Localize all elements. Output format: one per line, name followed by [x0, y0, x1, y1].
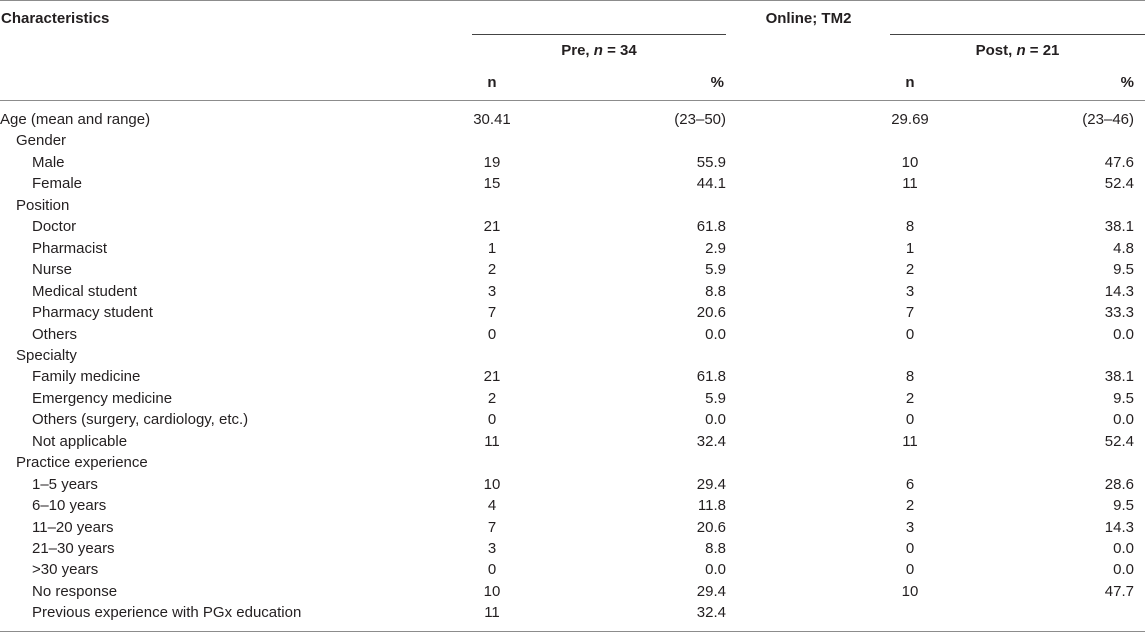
pre-pct-value: 61.8: [696, 368, 726, 386]
row-label: 21–30 years: [32, 540, 115, 557]
table-row: [0, 368, 1145, 389]
pre-pct-value: 0.0: [705, 325, 726, 343]
post-n-value: 3: [905, 282, 915, 300]
post-pct-value: 52.4: [1104, 432, 1134, 450]
post-pct-value: 0.0: [1113, 325, 1134, 343]
post-n-value: 2: [905, 261, 915, 279]
table-row: [0, 197, 1145, 218]
post-n-value: 11: [902, 432, 918, 450]
row-label: Family medicine: [32, 368, 141, 386]
post-n-value: 2: [905, 389, 915, 407]
post-pct-value: 14.3: [1104, 282, 1134, 300]
table-row: [0, 326, 1145, 347]
post-pct-value: 0.0: [1113, 411, 1134, 429]
pre-n-value: 11: [484, 604, 500, 622]
table-row: [0, 154, 1145, 175]
row-label: Pharmacist: [32, 239, 108, 257]
row-label: Nurse: [32, 261, 73, 279]
pre-n-value: 2: [487, 261, 497, 279]
pre-n-value: 0: [487, 561, 497, 579]
row-label: No response: [32, 582, 118, 600]
header-group: Online; TM2: [765, 10, 852, 27]
post-pct-value: 9.5: [1113, 389, 1134, 407]
post-n-value: 10: [901, 582, 919, 600]
row-label: Not applicable: [32, 432, 128, 450]
table-row: [0, 604, 1145, 625]
row-label: Medical student: [32, 282, 138, 300]
row-label: Female: [32, 175, 83, 193]
table-row: [0, 411, 1145, 432]
pre-n-value: 19: [483, 153, 501, 171]
header-characteristics: Characteristics: [1, 10, 110, 27]
table-row: [0, 304, 1145, 325]
post-pct-value: 9.5: [1113, 261, 1134, 279]
post-n-value: 0: [905, 540, 915, 557]
header-rule: [0, 100, 1145, 101]
post-n-value: 10: [901, 153, 919, 171]
row-label: 1–5 years: [32, 475, 98, 493]
row-label: Others (surgery, cardiology, etc.): [32, 411, 249, 429]
post-n-value: 8: [905, 368, 915, 386]
pre-pct-value: 55.9: [696, 153, 726, 171]
post-pct-value: 47.6: [1104, 153, 1134, 171]
pre-group-rule: [472, 34, 726, 35]
pre-pct-value: 5.9: [705, 261, 726, 279]
post-pct-value: (23–46): [1082, 111, 1134, 128]
row-label: Doctor: [32, 218, 77, 236]
post-pct-value: 52.4: [1104, 175, 1134, 193]
pre-pct-value: 8.8: [705, 282, 726, 300]
post-n-value: 2: [905, 497, 915, 515]
post-pct-value: 38.1: [1104, 368, 1134, 386]
post-pct-value: 47.7: [1104, 582, 1134, 600]
table-row: [0, 540, 1145, 561]
pre-pct-value: 32.4: [696, 432, 726, 450]
header-pre-n-value: = 34: [602, 42, 637, 59]
post-n-value: 0: [905, 561, 915, 579]
post-n-value: 6: [905, 475, 915, 493]
header-post-label: Post,: [975, 42, 1017, 59]
header-pre-n-italic: n: [593, 42, 603, 59]
table-row: [0, 218, 1145, 239]
post-n-value: 7: [905, 304, 915, 322]
pre-pct-value: 20.6: [696, 304, 726, 322]
pre-n-value: 2: [487, 389, 497, 407]
row-label: Position: [16, 196, 70, 214]
table-row: [0, 175, 1145, 196]
row-label: Others: [32, 325, 78, 343]
post-n-value: 1: [905, 239, 915, 257]
pre-pct-value: 32.4: [696, 604, 726, 622]
pre-pct-value: 29.4: [696, 475, 726, 493]
pre-n-value: 21: [483, 368, 501, 386]
pre-pct-value: 61.8: [696, 218, 726, 236]
header-pre-label: Pre,: [561, 42, 594, 59]
pre-n-value: 10: [483, 582, 501, 600]
row-label: 11–20 years: [32, 518, 114, 536]
header-post: [890, 42, 1145, 60]
bottom-rule: [0, 631, 1145, 632]
post-pct-value: 0.0: [1113, 561, 1134, 579]
header-post-n: n: [905, 74, 915, 91]
row-label: Male: [32, 153, 65, 171]
pre-n-value: 1: [487, 239, 497, 257]
header-pre: [472, 42, 726, 60]
pre-pct-value: (23–50): [674, 111, 726, 128]
post-pct-value: 33.3: [1104, 304, 1134, 322]
pre-n-value: 30.41: [473, 111, 511, 128]
row-label: Emergency medicine: [32, 389, 173, 407]
post-pct-value: 38.1: [1104, 218, 1134, 236]
pre-pct-value: 11.8: [697, 497, 726, 515]
pre-n-value: 21: [483, 218, 501, 236]
pre-n-value: 15: [483, 175, 501, 193]
table-row: [0, 561, 1145, 582]
pre-pct-value: 0.0: [705, 411, 726, 429]
table-row: [0, 497, 1145, 518]
header-post-pct: %: [1120, 74, 1134, 91]
pre-n-value: 10: [483, 475, 501, 493]
top-rule: [0, 0, 1145, 1]
table-row: [0, 347, 1145, 368]
pre-n-value: 4: [487, 497, 497, 515]
row-label: Pharmacy student: [32, 304, 153, 322]
row-label: 6–10 years: [32, 497, 107, 515]
table-row: [0, 519, 1145, 540]
pre-n-value: 3: [487, 282, 497, 300]
post-group-rule: [890, 34, 1145, 35]
post-n-value: 0: [905, 411, 915, 429]
table-row: [0, 111, 1145, 132]
row-label: Age (mean and range): [0, 111, 151, 128]
post-n-value: 3: [905, 518, 915, 536]
table-row: [0, 433, 1145, 454]
table-row: [0, 476, 1145, 497]
post-n-value: 0: [905, 325, 915, 343]
pre-pct-value: 44.1: [696, 175, 726, 193]
post-n-value: 29.69: [891, 111, 929, 128]
post-n-value: 8: [905, 218, 915, 236]
table-row: [0, 283, 1145, 304]
table-row: [0, 390, 1145, 411]
pre-pct-value: 29.4: [696, 582, 726, 600]
post-pct-value: 9.5: [1113, 497, 1134, 515]
table-row: [0, 454, 1145, 475]
header-pre-n: n: [487, 74, 497, 91]
table-row: [0, 261, 1145, 282]
pre-n-value: 11: [484, 432, 500, 450]
pre-n-value: 7: [487, 304, 497, 322]
pre-n-value: 3: [487, 540, 497, 557]
post-pct-value: 4.8: [1113, 239, 1134, 257]
pre-pct-value: 2.9: [705, 239, 726, 257]
pre-n-value: 0: [487, 325, 497, 343]
header-post-n-value: = 21: [1025, 42, 1060, 59]
header-post-n-italic: n: [1016, 42, 1026, 59]
pre-pct-value: 8.8: [705, 540, 726, 557]
post-n-value: 11: [902, 175, 918, 193]
pre-pct-value: 5.9: [705, 389, 726, 407]
pre-n-value: 7: [487, 518, 497, 536]
row-label: >30 years: [32, 561, 99, 579]
row-label: Specialty: [16, 346, 77, 364]
pre-pct-value: 20.6: [696, 518, 726, 536]
row-label: Gender: [16, 132, 67, 150]
row-label: Practice experience: [16, 454, 148, 472]
post-pct-value: 14.3: [1104, 518, 1134, 536]
table-row: [0, 240, 1145, 261]
row-label: Previous experience with PGx education: [32, 604, 302, 622]
pre-n-value: 0: [487, 411, 497, 429]
post-pct-value: 0.0: [1113, 540, 1134, 557]
post-pct-value: 28.6: [1104, 475, 1134, 493]
header-pre-pct: %: [710, 74, 724, 91]
table-row: [0, 132, 1145, 153]
table-row: [0, 583, 1145, 604]
pre-pct-value: 0.0: [705, 561, 726, 579]
